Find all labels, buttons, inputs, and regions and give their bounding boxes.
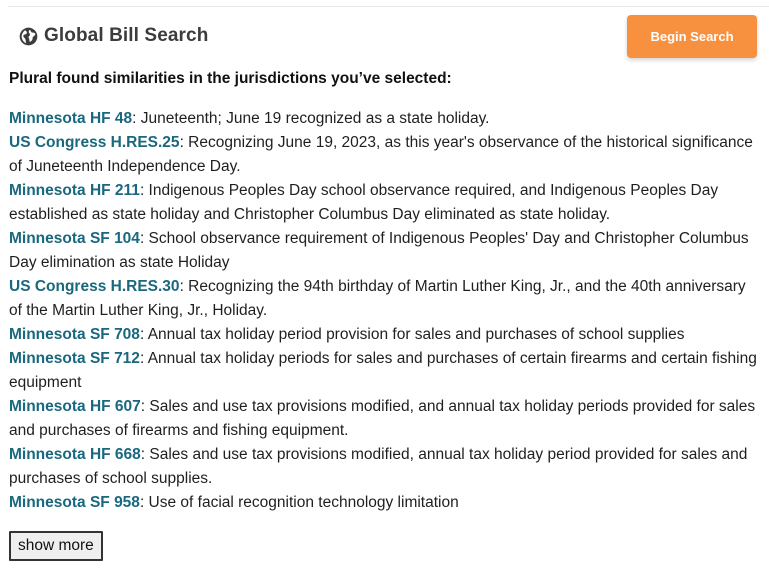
list-item [9, 131, 761, 179]
bill-link[interactable]: Minnesota SF 104 [9, 230, 140, 247]
bill-link[interactable]: Minnesota HF 607 [9, 398, 141, 415]
bill-link[interactable]: US Congress H.RES.30 [9, 278, 180, 295]
globe-icon [19, 27, 38, 46]
header [8, 14, 757, 58]
list-item [9, 347, 761, 395]
bill-link[interactable]: Minnesota HF 48 [9, 110, 133, 127]
bill-description: : Juneteenth; June 19 recognized as a state holiday. [132, 110, 490, 127]
list-item [9, 491, 761, 515]
list-item [9, 443, 761, 491]
bill-description: : Sales and use tax provisions modified, annual tax holiday period provided for sales and purchases of school supplies. [9, 446, 748, 487]
header-title [19, 25, 208, 47]
bill-link[interactable]: Minnesota SF 708 [9, 326, 140, 343]
page-title: Global Bill Search [44, 25, 209, 46]
results-list [9, 107, 761, 515]
bill-link[interactable]: Minnesota HF 211 [9, 182, 140, 199]
show-more-button[interactable]: show more [9, 531, 103, 561]
bill-description: : Indigenous Peoples Day school observance required, and Indigenous Peoples Day established as state holiday and Christopher Columbus Day eliminated as state holiday. [9, 182, 719, 223]
bill-link[interactable]: Minnesota SF 958 [9, 494, 140, 511]
list-item [9, 107, 761, 131]
bill-description: : Annual tax holiday period provision for sales and purchases of school supplies [139, 326, 685, 343]
bill-description: : School observance requirement of Indigenous Peoples' Day and Christopher Columbus Day elimination as state Holiday [9, 230, 749, 271]
list-item [9, 323, 761, 347]
bill-description: : Sales and use tax provisions modified, and annual tax holiday periods provided for sales and purchases of firearms and fishing equipment. [9, 398, 756, 439]
list-item [9, 179, 761, 227]
bill-description: : Recognizing June 19, 2023, as this year's observance of the historical significance of Juneteenth Independence Day. [9, 134, 753, 175]
list-item [9, 275, 761, 323]
intro-text: Plural found similarities in the jurisdictions you’ve selected: [9, 70, 452, 87]
list-item [9, 395, 761, 443]
top-divider [8, 6, 769, 7]
bill-link[interactable]: Minnesota HF 668 [9, 446, 141, 463]
bill-link[interactable]: US Congress H.RES.25 [9, 134, 180, 151]
list-item [9, 227, 761, 275]
bill-link[interactable]: Minnesota SF 712 [9, 350, 140, 367]
bill-description: : Use of facial recognition technology limitation [139, 494, 459, 511]
begin-search-button[interactable]: Begin Search [627, 15, 757, 58]
bill-description: : Annual tax holiday periods for sales and purchases of certain firearms and certain fishing equipment [9, 350, 757, 391]
bill-description: : Recognizing the 94th birthday of Martin Luther King, Jr., and the 40th anniversary of the Martin Luther King, Jr., Holiday. [9, 278, 746, 319]
